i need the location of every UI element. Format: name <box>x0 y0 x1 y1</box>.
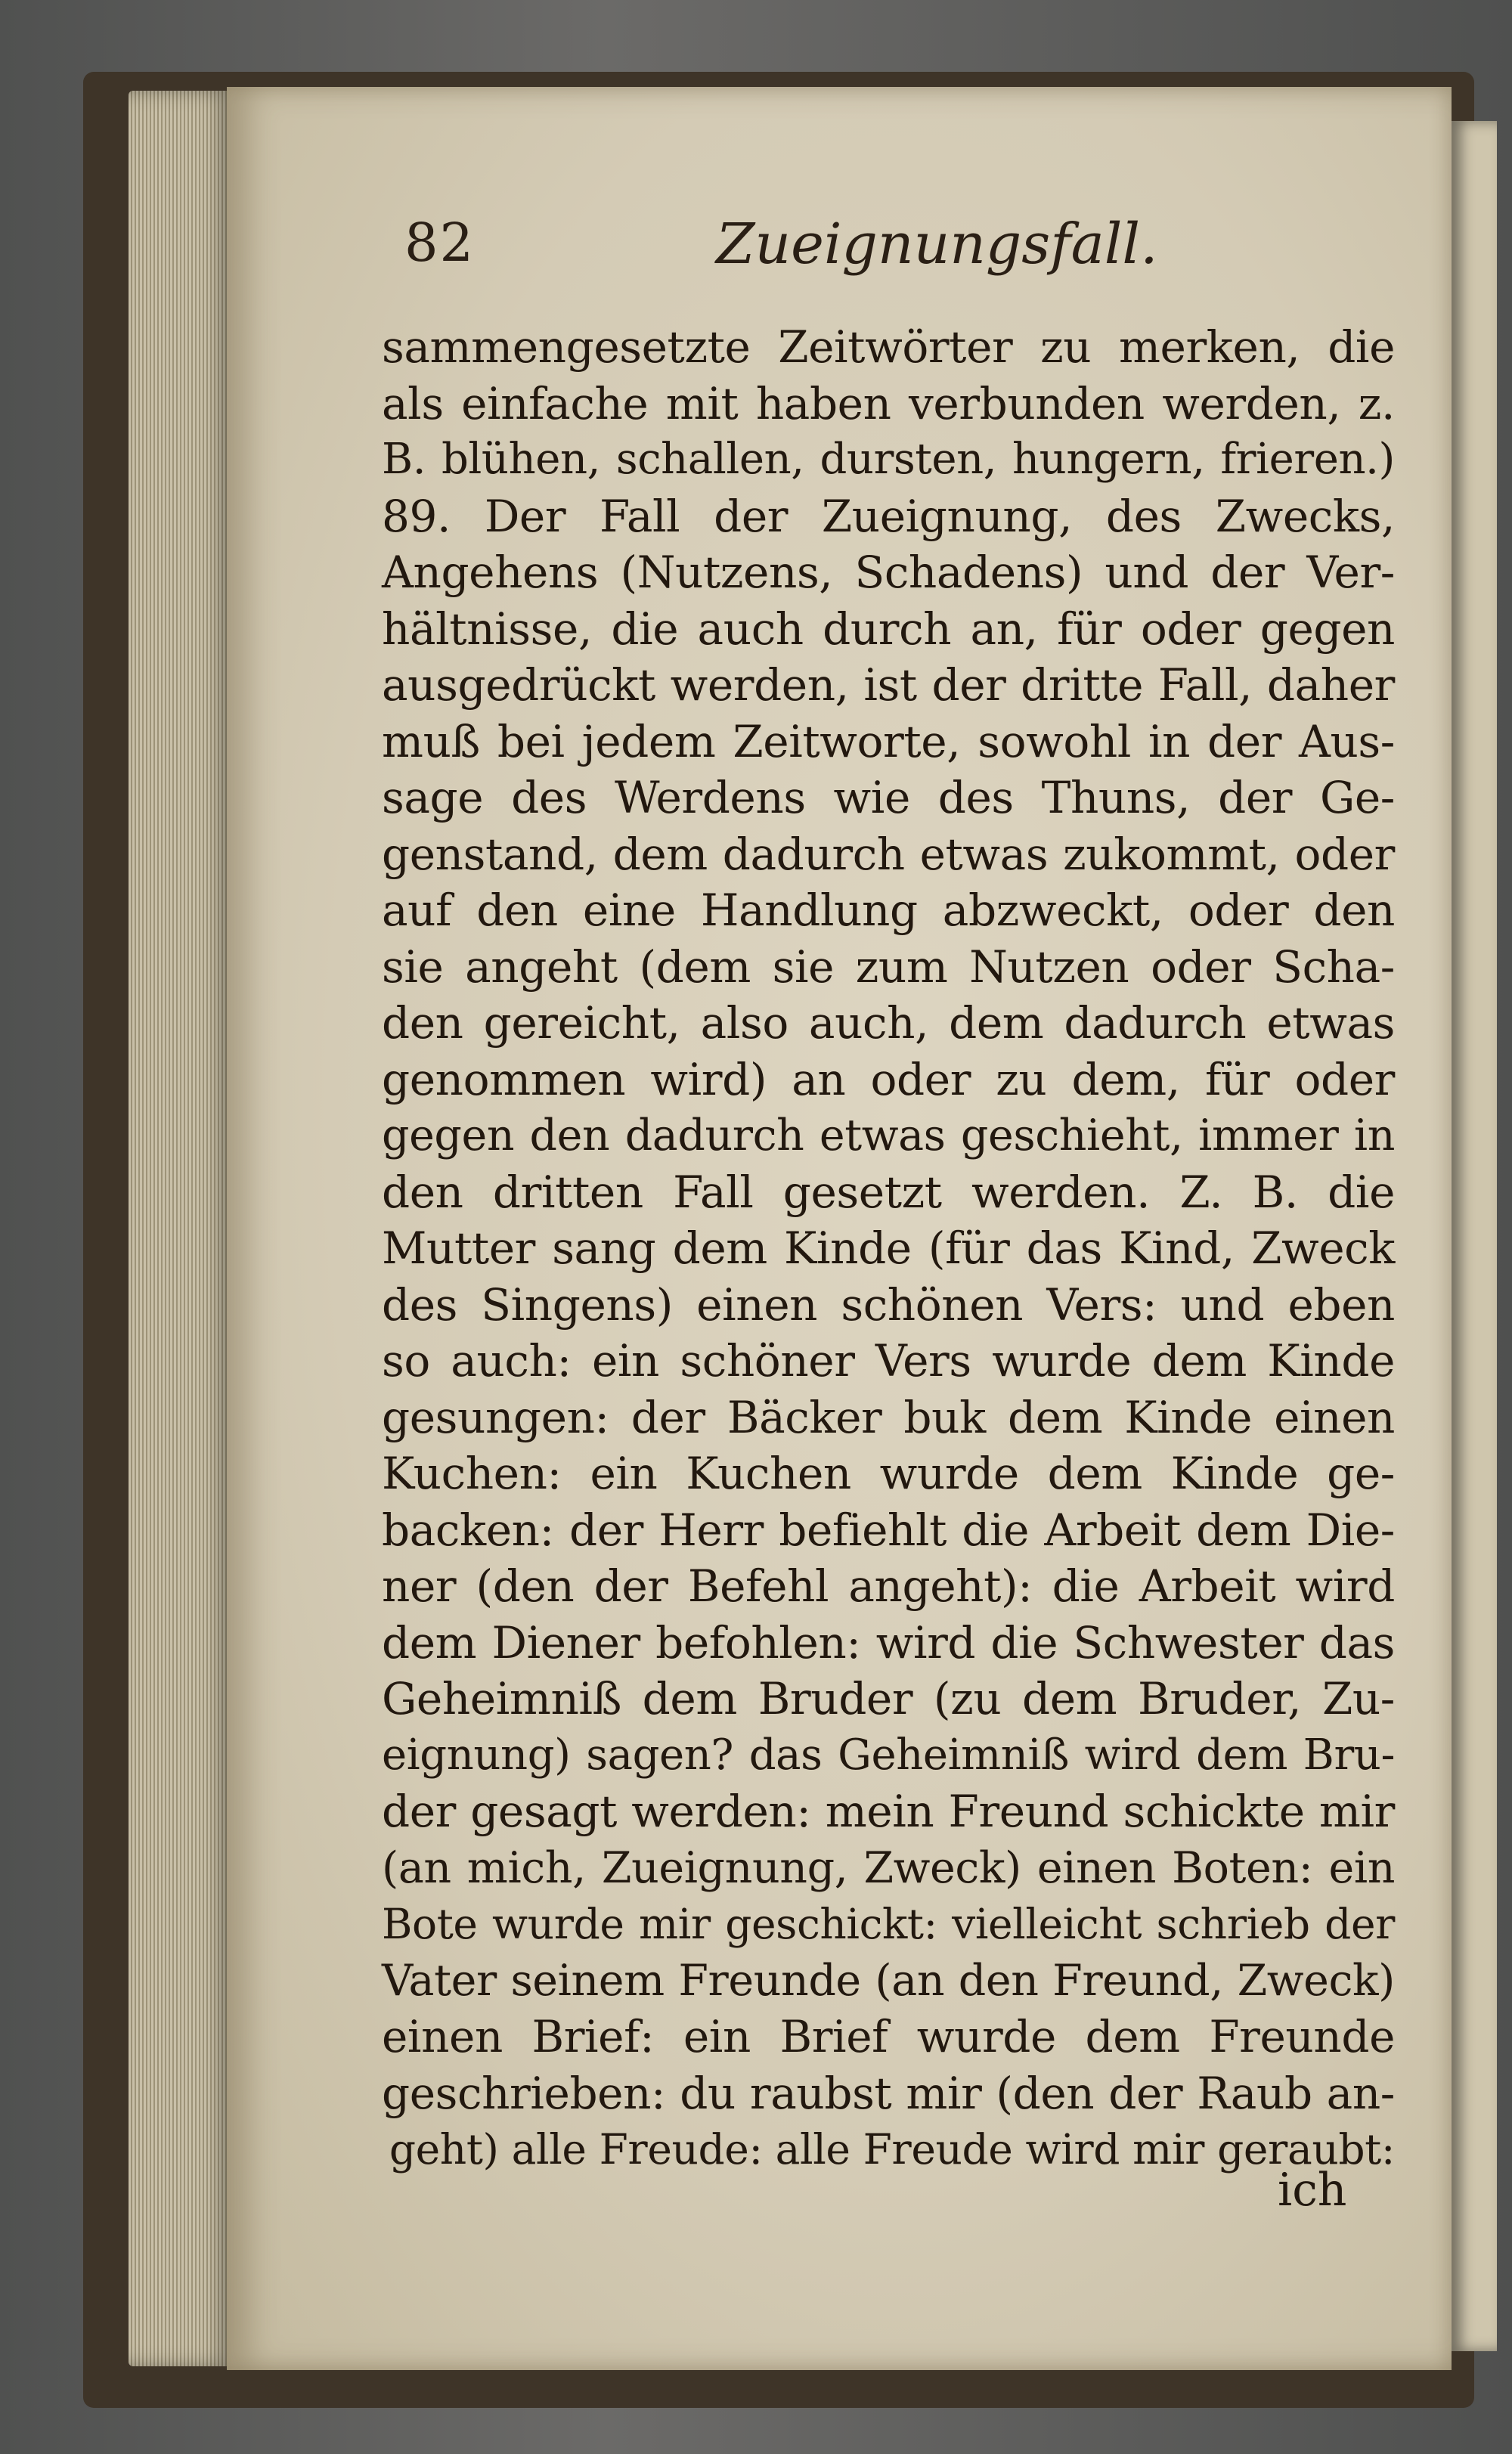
text-line: so auch: ein schöner Vers wurde dem Kinde <box>382 1335 1395 1387</box>
text-line: gegen den dadurch etwas geschieht, immer in <box>382 1111 1395 1160</box>
text-line: backen: der Herr befiehlt die Arbeit dem Die- <box>382 1504 1395 1556</box>
text-line: gesungen: der Bäcker buk dem Kinde einen <box>382 1391 1395 1443</box>
catchword: ich <box>1278 2164 1347 2217</box>
page-edges <box>129 91 234 2366</box>
text-line: sie angeht (dem sie zum Nutzen oder Scha- <box>382 940 1395 993</box>
text-line: Mutter sang dem Kinde (für das Kind, Zweck <box>382 1222 1395 1274</box>
text-line: genommen wird) an oder zu dem, für oder <box>382 1053 1395 1105</box>
text-line: ausgedrückt werden, ist der dritte Fall, daher <box>382 659 1395 711</box>
text-line: als einfache mit haben verbunden werden, z. <box>382 377 1395 429</box>
text-line: ner (den der Befehl angeht): die Arbeit wird <box>382 1560 1395 1612</box>
text-line: geschrieben: du raubst mir (den der Raub an- <box>382 2067 1395 2119</box>
running-title: Zueignungsfall. <box>716 212 1158 277</box>
text-line: sammengesetzte Zeitwörter zu merken, die <box>382 321 1395 373</box>
text-line: geht) alle Freude: alle Freude wird mir geraubt: <box>389 2125 1395 2174</box>
text-line: genstand, dem dadurch etwas zukommt, oder <box>382 828 1395 880</box>
text-line: sage des Werdens wie des Thuns, der Ge- <box>382 772 1395 823</box>
text-line: den dritten Fall gesetzt werden. Z. B. die <box>382 1166 1395 1218</box>
text-line: auf den eine Handlung abzweckt, oder den <box>382 885 1395 936</box>
text-line: eignung) sagen? das Geheimniß wird dem Bru- <box>382 1730 1395 1780</box>
text-line: den gereicht, also auch, dem dadurch etwas <box>382 997 1395 1049</box>
text-line: Vater seinem Freunde (an den Freund, Zweck) <box>382 1955 1395 2006</box>
text-line: der gesagt werden: mein Freund schickte mir <box>382 1786 1395 1837</box>
running-head <box>404 189 1402 295</box>
text-line: 89. Der Fall der Zueignung, des Zwecks, <box>382 490 1395 542</box>
text-line: Bote wurde mir geschickt: vielleicht schrieb der <box>382 1900 1395 1948</box>
text-line: Kuchen: ein Kuchen wurde dem Kinde ge- <box>382 1448 1395 1499</box>
text-line: Angehens (Nutzens, Schadens) und der Ver- <box>382 547 1395 598</box>
text-line: (an mich, Zueignung, Zweck) einen Boten: ein <box>382 1842 1395 1893</box>
text-line: B. blühen, schallen, dursten, hungern, frieren.) <box>382 435 1395 484</box>
text-line: muß bei jedem Zeitworte, sowohl in der Aus- <box>382 715 1395 767</box>
text-line: einen Brief: ein Brief wurde dem Freunde <box>382 2011 1395 2062</box>
page-number: 82 <box>404 212 476 274</box>
facing-page-edge <box>1452 121 1497 2351</box>
text-line: Geheimniß dem Bruder (zu dem Bruder, Zu- <box>382 1673 1395 1724</box>
text-line: hältnisse, die auch durch an, für oder gegen <box>382 603 1395 655</box>
body-text <box>382 319 1395 2178</box>
text-line: des Singens) einen schönen Vers: und eben <box>382 1278 1395 1331</box>
text-line: dem Diener befohlen: wird die Schwester das <box>382 1616 1395 1669</box>
